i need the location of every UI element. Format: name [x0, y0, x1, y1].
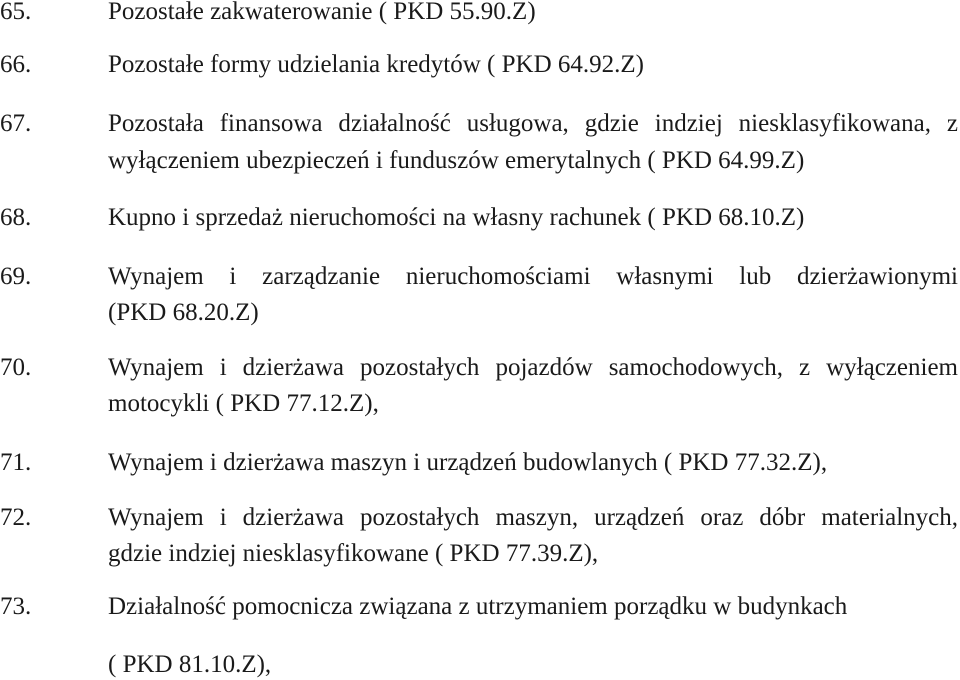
- item-text: Pozostałe zakwaterowanie ( PKD 55.90.Z): [108, 0, 536, 25]
- item-text: Wynajem i dzierżawa maszyn i urządzeń budowlanych ( PKD 77.32.Z),: [108, 449, 828, 476]
- item-number: 68.: [0, 204, 32, 231]
- item-number: 71.: [0, 449, 32, 476]
- item-text: Pozostała finansowa działalność usługowa, gdzie indziej niesklasyfikowana, z: [108, 110, 958, 137]
- item-text: Pozostałe formy udzielania kredytów ( PKD 64.92.Z): [108, 51, 644, 78]
- item-text: Wynajem i zarządzanie nieruchomościami własnymi lub dzierżawionymi: [108, 263, 958, 290]
- item-text: Wynajem i dzierżawa pozostałych maszyn, urządzeń oraz dóbr materialnych,: [108, 504, 958, 531]
- item-text: motocykli ( PKD 77.12.Z),: [108, 390, 379, 417]
- item-number: 72.: [0, 504, 32, 531]
- item-number: 67.: [0, 110, 32, 137]
- item-text: Kupno i sprzedaż nieruchomości na własny rachunek ( PKD 68.10.Z): [108, 204, 805, 231]
- item-number: 69.: [0, 263, 32, 290]
- item-text: Działalność pomocnicza związana z utrzymaniem porządku w budynkach: [108, 593, 848, 620]
- item-number: 65.: [0, 0, 32, 25]
- item-number: 70.: [0, 354, 32, 381]
- item-number: 66.: [0, 51, 32, 78]
- item-number: 73.: [0, 593, 32, 620]
- item-text: ( PKD 81.10.Z),: [108, 651, 272, 678]
- item-text: (PKD 68.20.Z): [108, 299, 259, 326]
- item-text: gdzie indziej niesklasyfikowane ( PKD 77.39.Z),: [108, 540, 599, 567]
- item-text: wyłączeniem ubezpieczeń i funduszów emerytalnych ( PKD 64.99.Z): [108, 147, 805, 174]
- item-text: Wynajem i dzierżawa pozostałych pojazdów samochodowych, z wyłączeniem: [108, 354, 958, 381]
